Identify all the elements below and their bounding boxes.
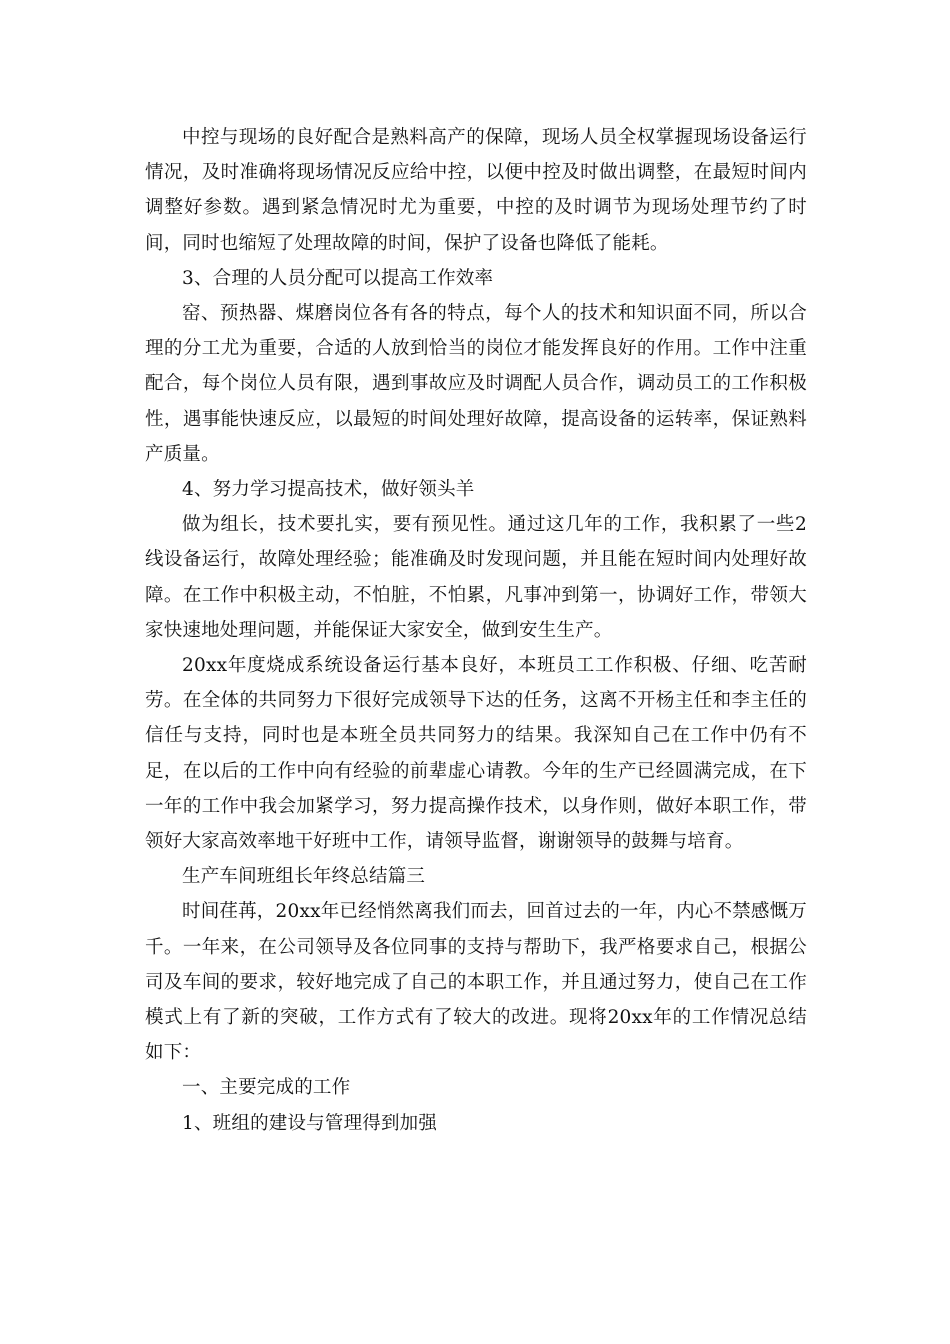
paragraph-learning: 做为组长，技术要扎实，要有预见性。通过这几年的工作，我积累了一些2线设备运行，故障处理经验；能准确及时发现问题，并且能在短时间内处理好故障。在工作中积极主动，不怕脏，不怕累，凡事冲到第一，协调好工作，带领大家快速地处理问题，并能保证大家安全，做到安生生产。 (145, 514, 807, 641)
paragraph-intro: 时间荏苒，20xx年已经悄然离我们而去，回首过去的一年，内心不禁感慨万千。一年来，在公司领导及各位同事的支持与帮助下，我严格要求自己，根据公司及车间的要求，较好地完成了自己的本职工作，并且通过努力，使自己在工作模式上有了新的突破，工作方式有了较大的改进。现将20xx年的工作情况总结如下： (145, 901, 807, 1064)
heading-main-work: 一、主要完成的工作 (182, 1077, 351, 1099)
heading-staff-allocation: 3、合理的人员分配可以提高工作效率 (182, 267, 494, 289)
paragraph-staff-allocation: 窑、预热器、煤磨岗位各有各的特点，每个人的技术和知识面不同，所以合理的分工尤为重要，合适的人放到恰当的岗位才能发挥良好的作用。工作中注重配合，每个岗位人员有限，遇到事故应及时调配人员合作，调动员工的工作积极性，遇事能快速反应，以最短的时间处理好故障，提高设备的运转率，保证熟料产质量。 (145, 303, 807, 465)
paragraph-year-summary: 20xx年度烧成系统设备运行基本良好，本班员工工作积极、仔细、吃苦耐劳。在全体的共同努力下很好完成领导下达的任务，这离不开杨主任和李主任的信任与支持，同时也是本班全员共同努力的结果。我深知自己在工作中仍有不足，在以后的工作中向有经验的前辈虚心请教。今年的生产已经圆满完成，在下一年的工作中我会加紧学习，努力提高操作技术，以身作则，做好本职工作，带领好大家高效率地干好班中工作，请领导监督，谢谢领导的鼓舞与培育。 (145, 655, 807, 853)
document-body (145, 120, 807, 1141)
paragraph-central-control: 中控与现场的良好配合是熟料高产的保障，现场人员全权掌握现场设备运行情况，及时准确将现场情况反应给中控，以便中控及时做出调整，在最短时间内调整好参数。遇到紧急情况时尤为重要，中控的及时调节为现场处理节约了时间，同时也缩短了处理故障的时间，保护了设备也降低了能耗。 (145, 127, 807, 254)
heading-team-building: 1、班组的建设与管理得到加强 (182, 1112, 438, 1134)
section-title: 生产车间班组长年终总结篇三 (182, 866, 426, 888)
heading-learning: 4、努力学习提高技术，做好领头羊 (182, 479, 475, 501)
